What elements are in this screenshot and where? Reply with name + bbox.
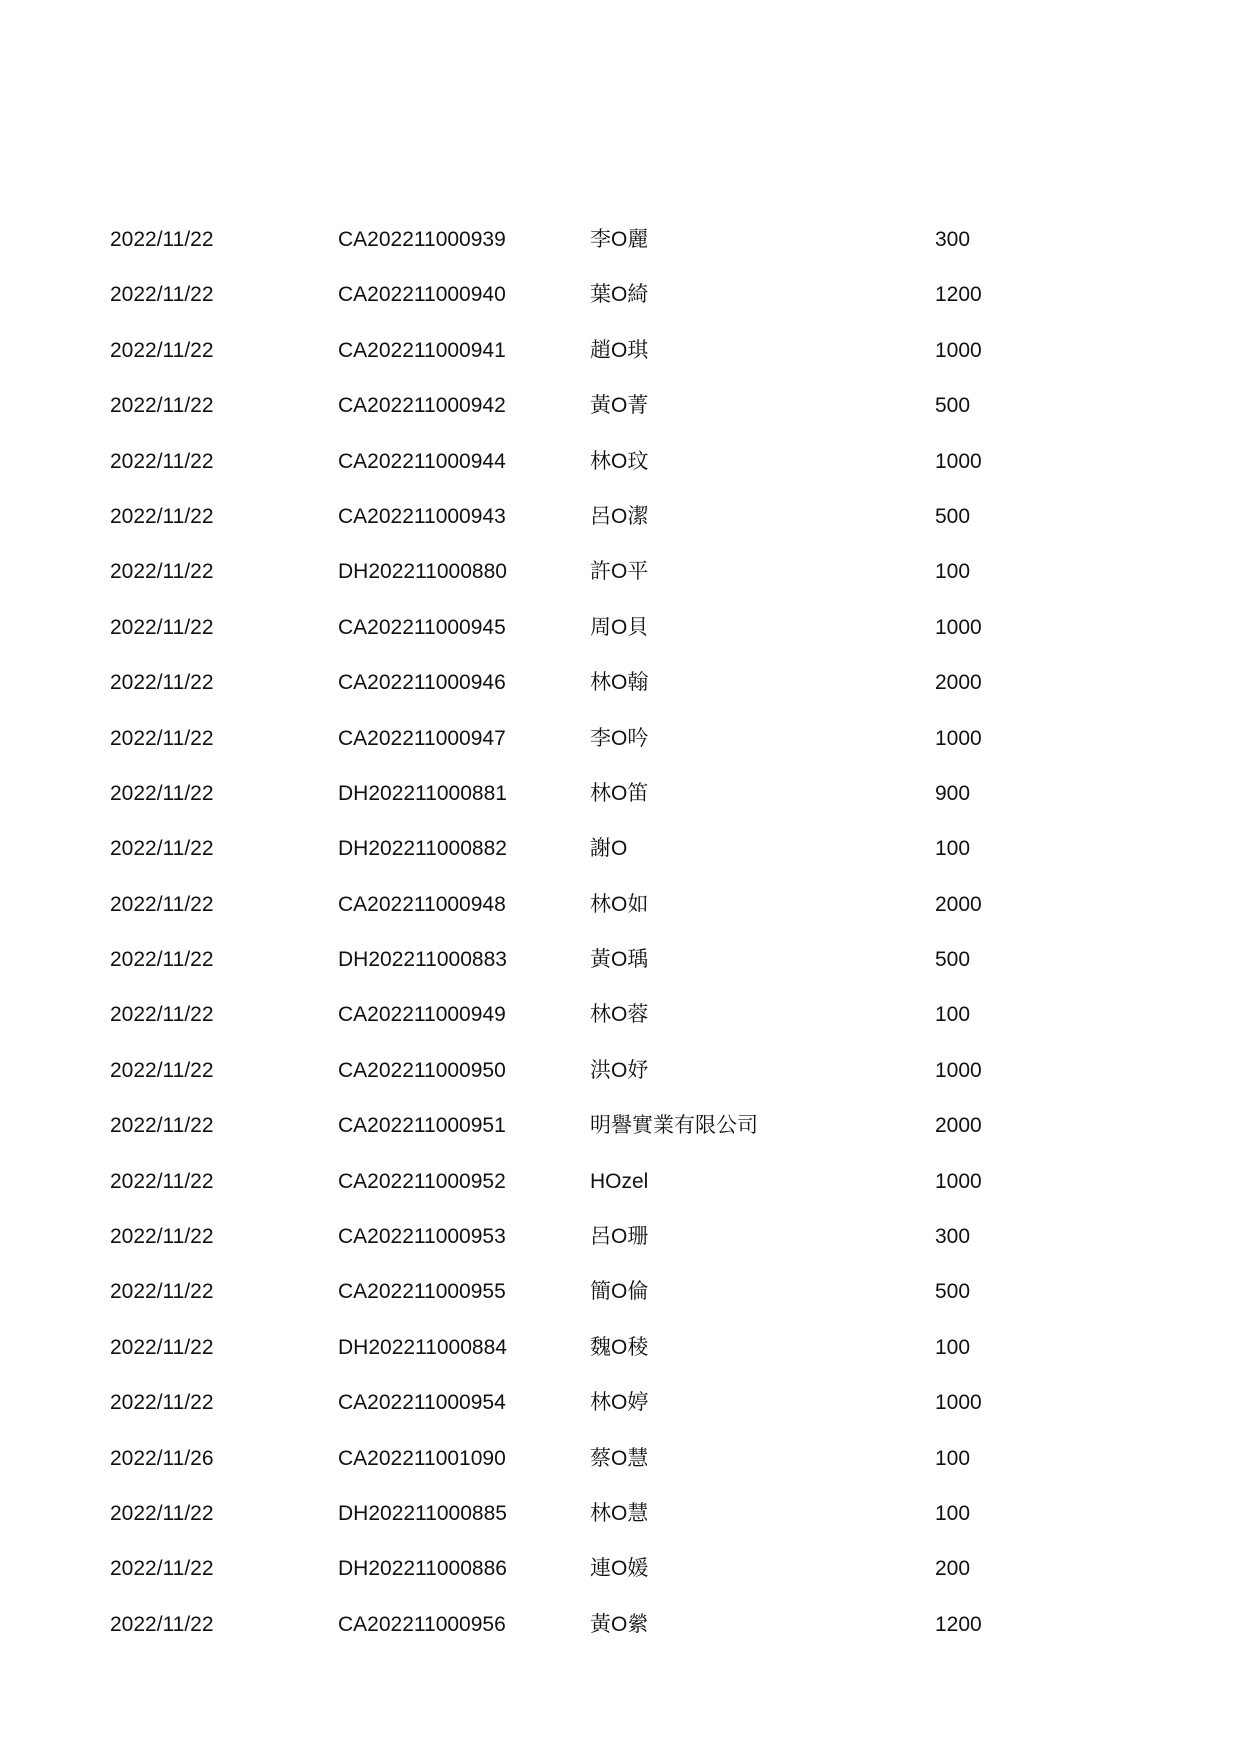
amount-cell: 1200 xyxy=(935,283,982,307)
donor-name-cell: 林O如 xyxy=(590,892,649,916)
donor-name-cell: 林O婷 xyxy=(590,1391,649,1415)
date-cell: 2022/11/22 xyxy=(110,1003,214,1027)
donor-name-cell: 連O媛 xyxy=(590,1557,649,1581)
receipt-id-cell: CA202211000947 xyxy=(338,726,506,750)
receipt-id-cell: CA202211000939 xyxy=(338,228,506,251)
date-cell: 2022/11/22 xyxy=(110,560,214,584)
donor-name-cell: 李O麗 xyxy=(590,228,649,251)
amount-cell: 500 xyxy=(935,394,971,418)
table-row xyxy=(110,600,1110,655)
amount-cell: 100 xyxy=(935,1335,971,1359)
amount-cell: 2000 xyxy=(935,1114,982,1138)
receipt-id-cell: DH202211000885 xyxy=(338,1501,507,1525)
table-row xyxy=(110,821,1110,876)
receipt-id-cell: CA202211000955 xyxy=(338,1280,506,1304)
amount-cell: 100 xyxy=(935,837,971,861)
amount-cell: 500 xyxy=(935,948,971,972)
table-row xyxy=(110,1264,1110,1319)
amount-cell: 1000 xyxy=(935,1391,982,1415)
table-row xyxy=(110,1043,1110,1098)
table-row xyxy=(110,1320,1110,1375)
donor-name-cell: 呂O潔 xyxy=(590,504,649,528)
receipt-id-cell: CA202211000948 xyxy=(338,892,506,916)
receipt-id-cell: DH202211000880 xyxy=(338,560,507,584)
donor-name-cell: 林O笛 xyxy=(590,781,649,805)
amount-cell: 300 xyxy=(935,228,971,251)
amount-cell: 1000 xyxy=(935,449,982,473)
amount-cell: 1000 xyxy=(935,1169,982,1193)
date-cell: 2022/11/22 xyxy=(110,1058,214,1082)
donor-name-cell: 黃O瑀 xyxy=(590,948,649,972)
receipt-id-cell: CA202211000953 xyxy=(338,1225,506,1249)
donor-name-cell: 李O吟 xyxy=(590,726,649,750)
amount-cell: 300 xyxy=(935,1225,971,1249)
receipt-id-cell: DH202211000882 xyxy=(338,837,507,861)
table-row xyxy=(110,1431,1110,1486)
table-row xyxy=(110,987,1110,1042)
date-cell: 2022/11/22 xyxy=(110,283,214,307)
date-cell: 2022/11/22 xyxy=(110,228,214,251)
date-cell: 2022/11/22 xyxy=(110,615,214,639)
amount-cell: 100 xyxy=(935,1446,971,1470)
donor-name-cell: 謝O xyxy=(590,837,628,861)
table-row xyxy=(110,655,1110,710)
table-row xyxy=(110,1541,1110,1596)
table-row xyxy=(110,1154,1110,1209)
donor-name-cell: 簡O倫 xyxy=(590,1280,649,1304)
amount-cell: 900 xyxy=(935,781,971,805)
table-row xyxy=(110,323,1110,378)
donor-name-cell: 林O蓉 xyxy=(590,1003,649,1027)
donation-table xyxy=(110,212,1110,1652)
amount-cell: 500 xyxy=(935,504,971,528)
donor-name-cell: 林O翰 xyxy=(590,671,649,695)
donor-name-cell: 洪O妤 xyxy=(590,1058,649,1082)
table-row xyxy=(110,711,1110,766)
donor-name-cell: 葉O綺 xyxy=(590,283,649,307)
receipt-id-cell: DH202211000881 xyxy=(338,781,507,805)
date-cell: 2022/11/22 xyxy=(110,892,214,916)
receipt-id-cell: CA202211000942 xyxy=(338,394,506,418)
donor-name-cell: 林O玟 xyxy=(590,449,649,473)
table-row xyxy=(110,766,1110,821)
date-cell: 2022/11/22 xyxy=(110,1280,214,1304)
receipt-id-cell: CA202211000950 xyxy=(338,1058,506,1082)
amount-cell: 2000 xyxy=(935,671,982,695)
date-cell: 2022/11/22 xyxy=(110,837,214,861)
amount-cell: 1000 xyxy=(935,726,982,750)
receipt-id-cell: CA202211000951 xyxy=(338,1114,506,1138)
amount-cell: 1000 xyxy=(935,615,982,639)
receipt-id-cell: CA202211000945 xyxy=(338,615,506,639)
amount-cell: 100 xyxy=(935,560,971,584)
date-cell: 2022/11/22 xyxy=(110,781,214,805)
donor-name-cell: HOzel xyxy=(590,1169,649,1193)
date-cell: 2022/11/22 xyxy=(110,1501,214,1525)
table-row xyxy=(110,1098,1110,1153)
date-cell: 2022/11/22 xyxy=(110,1391,214,1415)
amount-cell: 2000 xyxy=(935,892,982,916)
table-row xyxy=(110,1209,1110,1264)
receipt-id-cell: CA202211000952 xyxy=(338,1169,506,1193)
receipt-id-cell: CA202211000946 xyxy=(338,671,506,695)
receipt-id-cell: CA202211000954 xyxy=(338,1391,506,1415)
date-cell: 2022/11/22 xyxy=(110,504,214,528)
receipt-id-cell: DH202211000883 xyxy=(338,948,507,972)
table-row xyxy=(110,1375,1110,1430)
table-row xyxy=(110,212,1110,267)
donor-name-cell: 周O貝 xyxy=(590,615,649,639)
donor-name-cell: 魏O稜 xyxy=(590,1335,649,1359)
table-row xyxy=(110,378,1110,433)
donor-name-cell: 許O平 xyxy=(590,560,649,584)
receipt-id-cell: DH202211000884 xyxy=(338,1335,507,1359)
receipt-id-cell: CA202211000940 xyxy=(338,283,506,307)
date-cell: 2022/11/22 xyxy=(110,394,214,418)
receipt-id-cell: CA202211000943 xyxy=(338,504,506,528)
receipt-id-cell: CA202211000949 xyxy=(338,1003,506,1027)
amount-cell: 200 xyxy=(935,1557,971,1581)
date-cell: 2022/11/22 xyxy=(110,1225,214,1249)
donor-name-cell: 呂O珊 xyxy=(590,1225,649,1249)
amount-cell: 100 xyxy=(935,1003,971,1027)
date-cell: 2022/11/22 xyxy=(110,726,214,750)
date-cell: 2022/11/22 xyxy=(110,1557,214,1581)
table-row xyxy=(110,932,1110,987)
date-cell: 2022/11/22 xyxy=(110,1169,214,1193)
amount-cell: 100 xyxy=(935,1501,971,1525)
donor-name-cell: 蔡O慧 xyxy=(590,1446,649,1470)
table-row xyxy=(110,267,1110,322)
table-row xyxy=(110,1486,1110,1541)
receipt-id-cell: DH202211000886 xyxy=(338,1557,507,1581)
receipt-id-cell: CA202211000944 xyxy=(338,449,506,473)
receipt-id-cell: CA202211001090 xyxy=(338,1446,506,1470)
date-cell: 2022/11/22 xyxy=(110,1335,214,1359)
table-row xyxy=(110,1597,1110,1652)
donor-name-cell: 黃O縈 xyxy=(590,1612,649,1636)
donor-name-cell: 黃O菁 xyxy=(590,394,649,418)
donor-name-cell: 林O慧 xyxy=(590,1501,649,1525)
date-cell: 2022/11/22 xyxy=(110,449,214,473)
donor-name-cell: 明譽實業有限公司 xyxy=(590,1114,758,1138)
amount-cell: 500 xyxy=(935,1280,971,1304)
date-cell: 2022/11/22 xyxy=(110,1612,214,1636)
table-row xyxy=(110,434,1110,489)
amount-cell: 1200 xyxy=(935,1612,982,1636)
table-row xyxy=(110,489,1110,544)
date-cell: 2022/11/22 xyxy=(110,948,214,972)
receipt-id-cell: CA202211000956 xyxy=(338,1612,506,1636)
donor-name-cell: 趙O琪 xyxy=(590,338,649,362)
table-row xyxy=(110,877,1110,932)
date-cell: 2022/11/22 xyxy=(110,1114,214,1138)
amount-cell: 1000 xyxy=(935,1058,982,1082)
table-row xyxy=(110,544,1110,599)
date-cell: 2022/11/26 xyxy=(110,1446,214,1470)
receipt-id-cell: CA202211000941 xyxy=(338,338,506,362)
date-cell: 2022/11/22 xyxy=(110,671,214,695)
date-cell: 2022/11/22 xyxy=(110,338,214,362)
amount-cell: 1000 xyxy=(935,338,982,362)
